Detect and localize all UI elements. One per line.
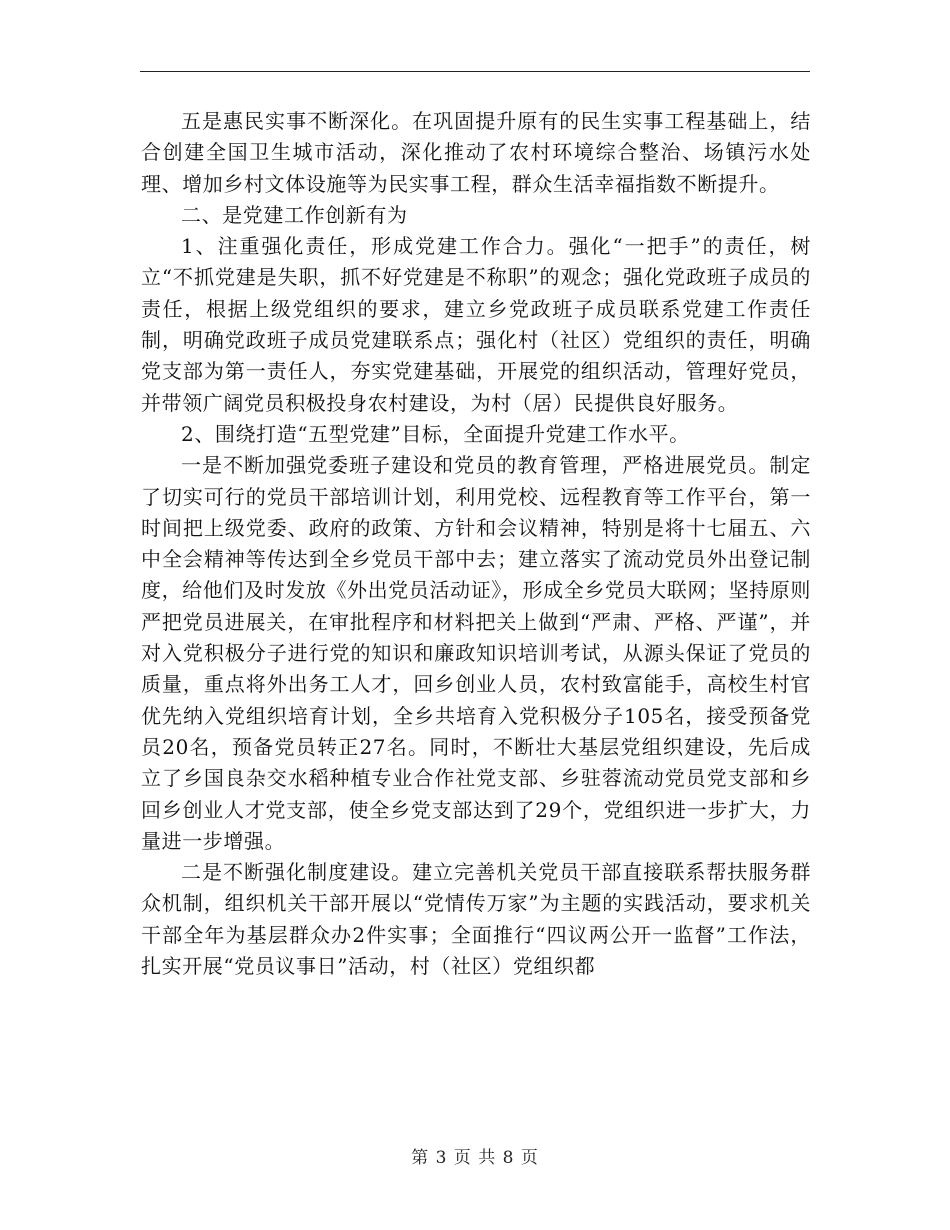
current-page-number: 3 [435, 1148, 448, 1168]
document-body [141, 106, 811, 982]
paragraph: 二是不断强化制度建设。建立完善机关党员干部直接联系帮扶服务群众机制，组织机关干部开展以“党情传万家”为主题的实践活动，要求机关干部全年为基层群众办2件实事；全面推行“四议两公开一监督”工作法，扎实开展“党员议事日”活动，村（社区）党组织都 [141, 860, 811, 979]
header-rule [140, 71, 810, 72]
total-pages-number: 8 [502, 1148, 515, 1168]
paragraph: 五是惠民实事不断深化。在巩固提升原有的民生实事工程基础上，结合创建全国卫生城市活动，深化推动了农村环境综合整治、场镇污水处理、增加乡村文体设施等为民实事工程，群众生活幸福指数不断提升。 [141, 109, 811, 196]
paragraph: 一是不断加强党委班子建设和党员的教育管理，严格进展党员。制定了切实可行的党员干部培训计划，利用党校、远程教育等工作平台，第一时间把上级党委、政府的政策、方针和会议精神，特别是将十七届五、六中全会精神等传达到全乡党员干部中去；建立落实了流动党员外出登记制度，给他们及时发放《外出党员活动证》，形成全乡党员大联网；坚持原则严把党员进展关，在审批程序和材料把关上做到“严肃、严格、严谨”，并对入党积极分子进行党的知识和廉政知识培训考试，从源头保证了党员的质量，重点将外出务工人才，回乡创业人员，农村致富能手，高校生村官优先纳入党组织培育计划，全乡共培育入党积极分子105名，接受预备党员20名，预备党员转正27名。同时，不断壮大基层党组织建设，先后成立了乡国良杂交水稻种植专业合作社党支部、乡驻蓉流动党员党支部和乡回乡创业人才党支部，使全乡党支部达到了29个，党组织进一步扩大，力量进一步增强。 [141, 453, 811, 853]
page-footer [0, 1143, 950, 1168]
page-label-prefix: 第 [411, 1148, 430, 1168]
page-label-mid: 页 共 [453, 1148, 497, 1168]
section-heading: 二、是党建工作创新有为 [181, 202, 408, 227]
paragraph: 2、围绕打造“五型党建”目标，全面提升党建工作水平。 [181, 421, 690, 446]
paragraph: 1、注重强化责任，形成党建工作合力。强化“一把手”的责任，树立“不抓党建是失职，抓不好党建是不称职”的观念；强化党政班子成员的责任，根据上级党组织的要求，建立乡党政班子成员联系党建工作责任制，明确党政班子成员党建联系点；强化村（社区）党组织的责任，明确党支部为第一责任人，夯实党建基础，开展党的组织活动，管理好党员，并带领广阔党员积极投身农村建设，为村（居）民提供良好服务。 [141, 234, 811, 415]
page-label-suffix: 页 [520, 1148, 539, 1168]
